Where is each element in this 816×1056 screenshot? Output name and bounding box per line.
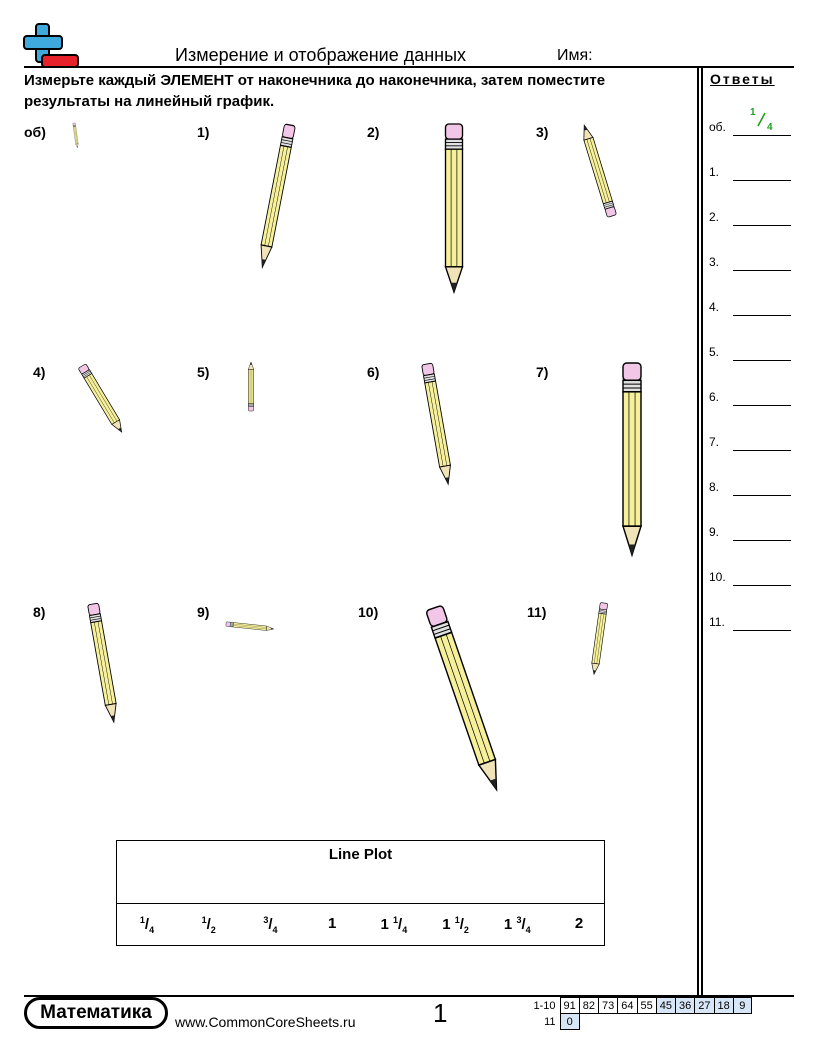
answer-label: 3. bbox=[709, 255, 720, 269]
answer-line[interactable] bbox=[733, 360, 791, 361]
question-label: 3) bbox=[536, 124, 549, 140]
answer-line[interactable] bbox=[733, 540, 791, 541]
pencil-icon bbox=[590, 602, 607, 674]
pencil-icon bbox=[426, 605, 505, 792]
header-divider bbox=[24, 66, 794, 68]
answer-column-divider-left bbox=[697, 66, 699, 996]
answer-column-divider-right bbox=[701, 66, 703, 996]
answer-row[interactable] bbox=[709, 206, 795, 226]
answer-label: 4. bbox=[709, 300, 720, 314]
answer-row[interactable] bbox=[709, 611, 795, 631]
score-cell: 45 bbox=[656, 998, 675, 1014]
answer-row[interactable] bbox=[709, 431, 795, 451]
brand-logo: Математика bbox=[24, 997, 168, 1029]
score-cell: 55 bbox=[637, 998, 656, 1014]
answer-row[interactable] bbox=[709, 476, 795, 496]
answer-line bbox=[733, 135, 791, 136]
answer-line[interactable] bbox=[733, 405, 791, 406]
answer-row[interactable] bbox=[709, 251, 795, 271]
score-cell: 73 bbox=[599, 998, 618, 1014]
line-plot-tick-label: 1 $^3/_4$ bbox=[503, 915, 531, 935]
pencil-icon bbox=[623, 363, 641, 555]
answer-line[interactable] bbox=[733, 225, 791, 226]
score-cell: 91 bbox=[560, 998, 579, 1014]
site-url: www.CommonCoreSheets.ru bbox=[175, 1014, 356, 1030]
answer-row[interactable] bbox=[709, 161, 795, 181]
pencil-icon bbox=[257, 124, 295, 268]
answer-label: 2. bbox=[709, 210, 720, 224]
answer-row[interactable] bbox=[709, 296, 795, 316]
answer-value-fraction bbox=[747, 104, 781, 134]
plus-minus-logo-icon bbox=[22, 22, 80, 70]
answer-line[interactable] bbox=[733, 270, 791, 271]
answer-label: 7. bbox=[709, 435, 720, 449]
answer-row[interactable] bbox=[709, 566, 795, 586]
question-label: об) bbox=[24, 124, 46, 140]
score-cell: 82 bbox=[579, 998, 598, 1014]
svg-text:1: 1 bbox=[750, 107, 756, 118]
answer-line[interactable] bbox=[733, 315, 791, 316]
line-plot-tick-label: 1 bbox=[327, 915, 337, 932]
question-label: 4) bbox=[33, 364, 46, 380]
score-cell: 64 bbox=[618, 998, 637, 1014]
answer-label: 10. bbox=[709, 570, 726, 584]
answer-row[interactable] bbox=[709, 521, 795, 541]
score-cell: 0 bbox=[560, 1014, 579, 1030]
score-row-label: 11 bbox=[544, 1015, 556, 1028]
line-plot-tick-label: $^1/_4$ bbox=[139, 915, 155, 935]
answer-label: 11. bbox=[709, 615, 725, 629]
line-plot-title: Line Plot bbox=[328, 846, 393, 863]
pencil-icon bbox=[248, 362, 254, 411]
answer-line[interactable] bbox=[733, 630, 791, 631]
question-label: 2) bbox=[367, 124, 380, 140]
svg-text:4: 4 bbox=[767, 122, 773, 133]
name-label: Имя: bbox=[557, 47, 593, 64]
answer-label: 6. bbox=[709, 390, 720, 404]
score-cell: 18 bbox=[714, 998, 733, 1014]
answer-line[interactable] bbox=[733, 585, 791, 586]
page-title: Измерение и отображение данных bbox=[175, 45, 467, 65]
answer-line[interactable] bbox=[733, 450, 791, 451]
answer-label: 1. bbox=[709, 165, 720, 179]
page-number: 1 bbox=[433, 998, 448, 1028]
instructions: Измерьте каждый ЭЛЕМЕНТ от наконечника до наконечника, затем поместите результаты на линейный график. bbox=[24, 72, 606, 110]
answer-label: 9. bbox=[709, 525, 720, 539]
answer-label: об. bbox=[709, 120, 726, 134]
pencil-icon bbox=[422, 363, 454, 485]
answer-row[interactable] bbox=[709, 386, 795, 406]
line-plot-tick-label: 1 $^1/_2$ bbox=[442, 915, 469, 935]
pencil-icon bbox=[73, 123, 79, 148]
score-cell: 9 bbox=[733, 998, 751, 1014]
answer-label: 8. bbox=[709, 480, 720, 494]
line-plot-axis bbox=[117, 903, 604, 904]
answer-line[interactable] bbox=[733, 495, 791, 496]
line-plot-tick-label: $^1/_2$ bbox=[201, 915, 216, 935]
score-cell: 36 bbox=[676, 998, 695, 1014]
score-row-label: 1-10 bbox=[533, 999, 556, 1012]
pencil-icon bbox=[226, 622, 274, 631]
line-plot-tick-label: 1 $^1/_4$ bbox=[380, 915, 408, 935]
question-label: 10) bbox=[358, 604, 379, 620]
question-label: 5) bbox=[197, 364, 210, 380]
question-label: 11) bbox=[527, 604, 547, 620]
question-label: 7) bbox=[536, 364, 549, 380]
pencil-icon bbox=[446, 124, 463, 292]
question-label: 9) bbox=[197, 604, 210, 620]
answer-row-example bbox=[709, 107, 795, 136]
score-cell: 27 bbox=[695, 998, 714, 1014]
pencil-icon bbox=[88, 603, 120, 723]
question-label: 8) bbox=[33, 604, 46, 620]
answers-title: Ответы bbox=[710, 71, 775, 87]
line-plot bbox=[116, 840, 605, 946]
score-table bbox=[530, 997, 752, 1030]
answer-label: 5. bbox=[709, 345, 720, 359]
answer-row[interactable] bbox=[709, 341, 795, 361]
line-plot-tick-label: $^3/_4$ bbox=[263, 915, 278, 935]
answer-line[interactable] bbox=[733, 180, 791, 181]
pencil-icon bbox=[580, 124, 617, 218]
question-label: 1) bbox=[197, 124, 210, 140]
question-label: 6) bbox=[367, 364, 380, 380]
pencil-icon bbox=[78, 364, 125, 435]
line-plot-tick-label: 2 bbox=[574, 915, 584, 932]
